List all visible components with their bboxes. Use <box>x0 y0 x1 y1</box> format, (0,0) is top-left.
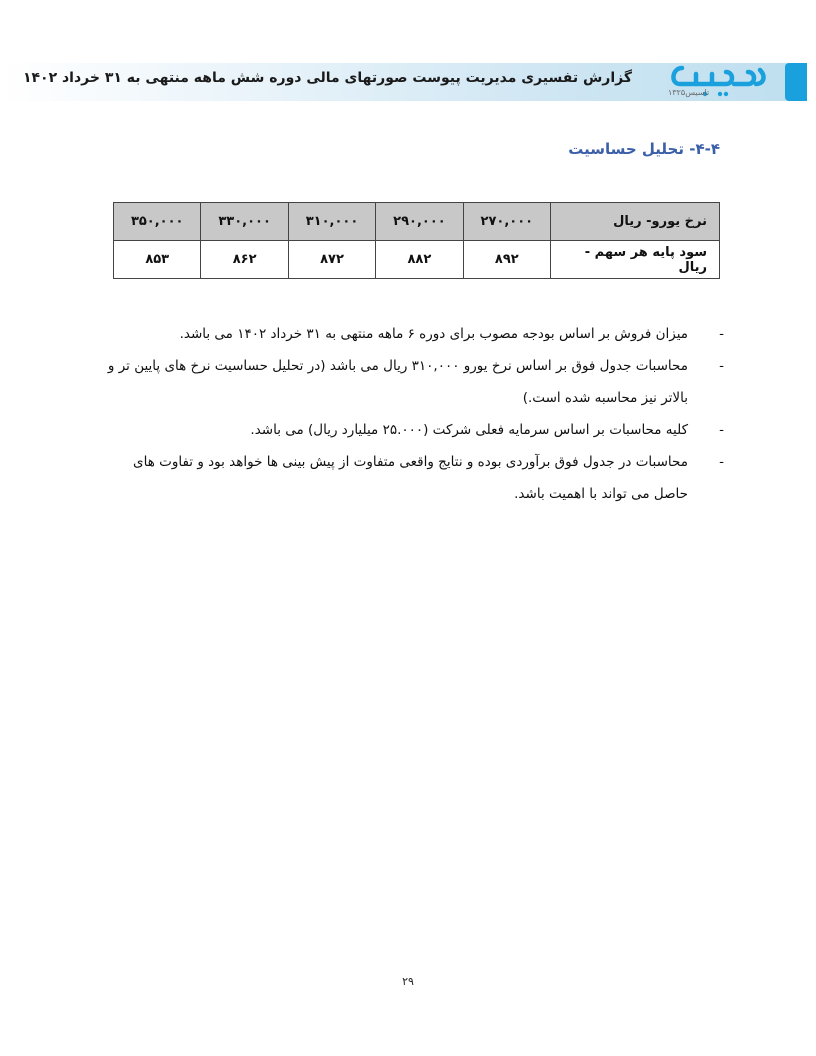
notes-list <box>98 318 724 510</box>
rate-cell: ۳۱۰,۰۰۰ <box>288 203 375 241</box>
rate-cell: ۳۳۰,۰۰۰ <box>201 203 288 241</box>
eps-cell: ۸۶۲ <box>201 241 288 279</box>
note-text: کلیه محاسبات بر اساس سرمایه فعلی شرکت (۲۵.۰۰۰ میلیارد ریال) می باشد. <box>250 422 688 438</box>
eps-cell: ۸۹۲ <box>463 241 550 279</box>
list-item: - محاسبات در جدول فوق برآوردی بوده و نتایج واقعی متفاوت از پیش بینی ها خواهد بود و تفاوت های حاصل می تواند با اهمیت باشد. <box>133 454 724 502</box>
table-header-label: نرخ یورو- ریال <box>551 203 720 241</box>
note-text: محاسبات جدول فوق بر اساس نرخ یورو ۳۱۰,۰۰۰ ریال می باشد (در تحلیل حساسیت نرخ های پایین تر و بالاتر نیز محاسبه شده است.) <box>107 358 688 406</box>
logo-subtitle: تاسیس۱۳۲۵ <box>668 88 710 97</box>
list-item: - میزان فروش بر اساس بودجه مصوب برای دوره ۶ ماهه منتهی به ۳۱ خرداد ۱۴۰۲ می باشد. <box>179 326 724 342</box>
rate-cell: ۲۹۰,۰۰۰ <box>376 203 463 241</box>
note-text: میزان فروش بر اساس بودجه مصوب برای دوره ۶ ماهه منتهی به ۳۱ خرداد ۱۴۰۲ می باشد. <box>179 326 688 342</box>
eps-cell: ۸۷۲ <box>288 241 375 279</box>
company-logo <box>660 62 772 104</box>
table-header-row <box>114 203 720 241</box>
list-item: - محاسبات جدول فوق بر اساس نرخ یورو ۳۱۰,۰۰۰ ریال می باشد (در تحلیل حساسیت نرخ های پایین تر و بالاتر نیز محاسبه شده است.) <box>107 358 724 406</box>
sensitivity-table <box>113 202 720 279</box>
table-row-label: سود پایه هر سهم - ریال <box>551 241 720 279</box>
rate-cell: ۳۵۰,۰۰۰ <box>114 203 201 241</box>
list-item: - کلیه محاسبات بر اساس سرمایه فعلی شرکت (۲۵.۰۰۰ میلیارد ریال) می باشد. <box>250 422 724 438</box>
table-row <box>114 241 720 279</box>
rate-cell: ۲۷۰,۰۰۰ <box>463 203 550 241</box>
report-title: گزارش تفسیری مدیریت پیوست صورتهای مالی دوره شش ماهه منتهی به ۳۱ خرداد ۱۴۰۲ <box>22 70 632 86</box>
eps-cell: ۸۵۳ <box>114 241 201 279</box>
section-heading: ۴-۴- تحلیل حساسیت <box>568 140 720 158</box>
header-accent-tab <box>785 63 807 101</box>
page-number: ۲۹ <box>402 975 414 988</box>
eps-cell: ۸۸۲ <box>376 241 463 279</box>
note-text: محاسبات در جدول فوق برآوردی بوده و نتایج واقعی متفاوت از پیش بینی ها خواهد بود و تفاوت های حاصل می تواند با اهمیت باشد. <box>133 454 688 502</box>
